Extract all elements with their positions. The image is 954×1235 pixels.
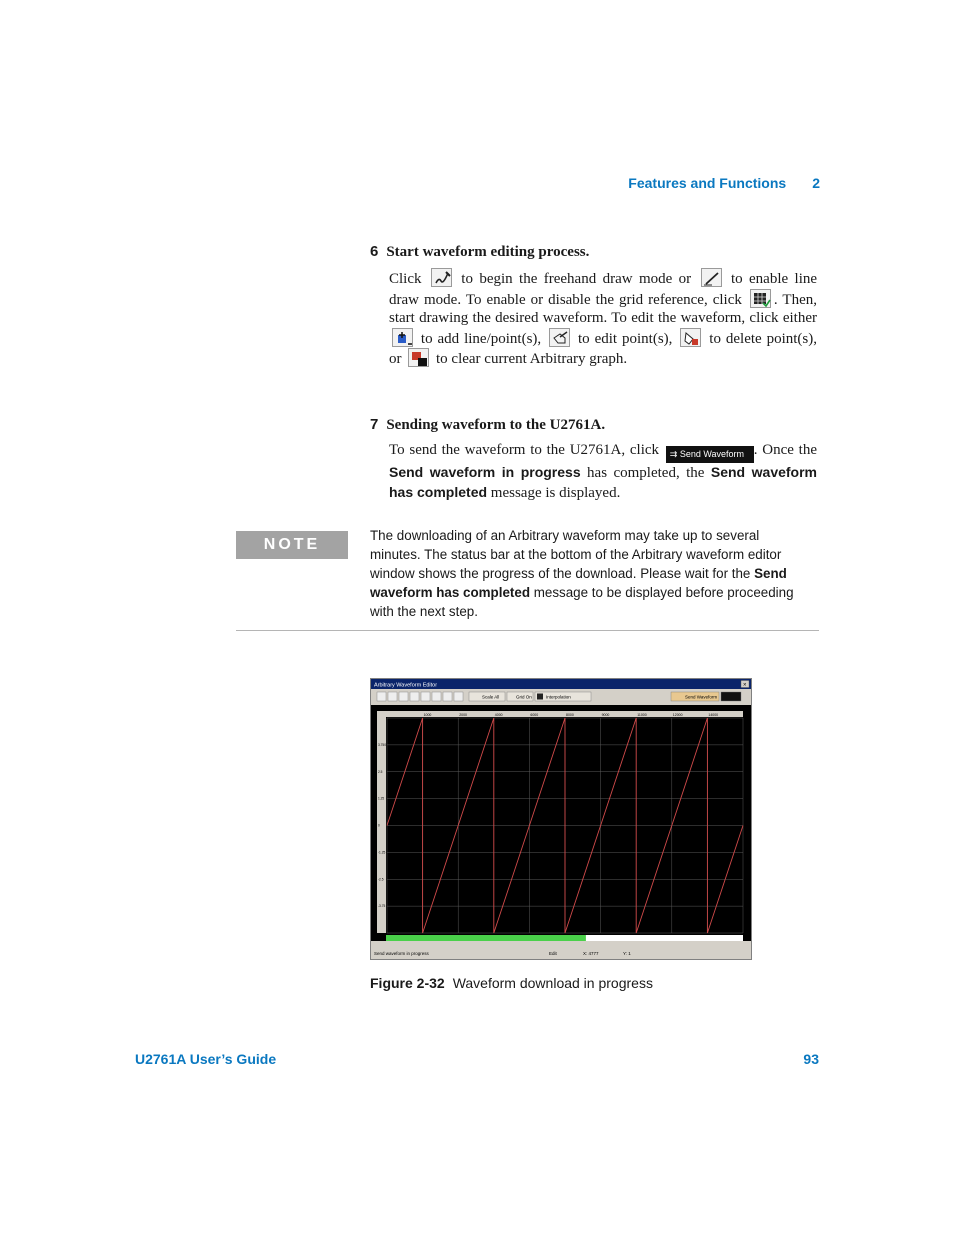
y-tick-label: 3.750 [378, 742, 386, 747]
y-tick-label: -1.25 [378, 850, 386, 855]
add-point-tool-icon[interactable] [421, 692, 430, 701]
note-text [370, 526, 810, 621]
ui-message: Send waveform has completed [370, 566, 787, 600]
footer-guide-title: U2761A User’s Guide [135, 1051, 277, 1067]
step-title: Sending waveform to the U2761A. [386, 417, 606, 433]
text: The downloading of an Arbitrary waveform may take up to several minutes. The status bar at the bottom of the Arbitrary waveform editor window shows the progress of the download. Please wait for the [370, 528, 782, 581]
status-x: X: 4777 [583, 951, 599, 956]
y-tick-label: 2.5 [378, 769, 383, 774]
line-draw-icon[interactable] [701, 268, 722, 287]
text: Once the [762, 442, 817, 458]
note-label: NOTE [236, 531, 348, 559]
x-tick-label: 14000 [708, 713, 719, 717]
delete-point-icon[interactable] [680, 328, 701, 347]
text: to begin the freehand draw mode or [461, 271, 692, 287]
freehand-tool-icon[interactable] [399, 692, 408, 701]
add-point-icon[interactable] [392, 328, 413, 347]
open-file-icon[interactable] [377, 692, 386, 701]
text: message to be displayed before proceeding with the next step. [370, 585, 794, 619]
grid-on-label: Grid On [516, 694, 532, 700]
editor-window [371, 679, 751, 959]
status-message: Send waveform in progress [374, 951, 429, 956]
x-ruler [377, 711, 743, 717]
progress-bar [386, 935, 586, 941]
waveform-editor-screenshot [370, 678, 752, 960]
close-icon: × [743, 682, 747, 689]
waveform-preview-icon [721, 692, 741, 701]
running-header [628, 175, 820, 191]
delete-point-tool-icon[interactable] [443, 692, 452, 701]
step-7-body [389, 441, 817, 502]
text: to edit point(s), [578, 330, 673, 347]
y-tick-label: 0 [378, 823, 380, 828]
status-mode: Edit [549, 951, 557, 956]
step-6-heading [370, 243, 589, 261]
step-title: Start waveform editing process. [386, 244, 590, 260]
step-number: 6 [370, 243, 379, 260]
clear-tool-icon[interactable] [454, 692, 463, 701]
status-y: Y: 1 [623, 951, 631, 956]
text: to enable line draw mode. To enable or disable the grid reference, click [389, 271, 818, 308]
section-title: Features and Functions [628, 175, 787, 191]
text: to clear current Arbitrary graph. [436, 351, 628, 368]
send-icon: ⇉ [669, 449, 680, 459]
figure-caption [370, 975, 653, 991]
text: message is displayed. [490, 484, 621, 501]
edit-point-tool-icon[interactable] [432, 692, 441, 701]
text: To send the waveform to the U2761A, click [389, 442, 660, 458]
text: has completed, the [587, 465, 705, 481]
edit-point-icon[interactable] [549, 328, 570, 347]
step-6-body [389, 268, 817, 369]
figure-label: Figure 2-32 [370, 975, 445, 991]
text: . Then, start drawing the desired waveform. To edit the waveform, click either [389, 291, 817, 327]
chapter-number: 2 [812, 175, 820, 191]
text: to add line/point(s), [420, 330, 542, 347]
y-tick-label: -2.5 [378, 877, 384, 882]
scale-all-label: Scale All [482, 694, 500, 700]
divider [236, 630, 819, 631]
save-file-icon[interactable] [388, 692, 397, 701]
window-title: Arbitrary Waveform Editor [374, 682, 438, 689]
interpolation-icon [537, 694, 543, 700]
button-label: Send Waveform [679, 449, 745, 459]
send-waveform-button[interactable] [666, 446, 754, 463]
send-waveform-label: Send Waveform [685, 694, 718, 700]
page-number: 93 [803, 1051, 819, 1067]
line-tool-icon[interactable] [410, 692, 419, 701]
x-tick-label: 8000 [566, 713, 574, 717]
y-tick-label: -3.75 [378, 904, 386, 909]
clear-graph-icon[interactable] [408, 348, 429, 367]
grid-toggle-icon[interactable] [750, 289, 771, 308]
interpolation-label: Interpolation [546, 694, 571, 700]
x-tick-label: 11000 [637, 713, 647, 717]
step-7-heading [370, 416, 605, 434]
text: Click [389, 271, 422, 287]
x-tick-label: 4000 [494, 713, 503, 717]
step-number: 7 [370, 416, 379, 433]
x-tick-label: 2000 [459, 713, 467, 717]
x-tick-label: 12000 [672, 713, 683, 717]
plot-frame [371, 705, 751, 941]
x-tick-label: 6000 [530, 713, 539, 717]
text: to delete point(s), or [389, 330, 818, 368]
freehand-draw-icon[interactable] [431, 268, 452, 287]
x-tick-label: 1000 [423, 713, 432, 717]
ui-message: Send waveform in progress [389, 464, 581, 480]
text: . [753, 442, 758, 458]
y-tick-label: 1.25 [378, 796, 385, 801]
ui-message: Send waveform has completed [389, 464, 818, 500]
figure-caption-text: Waveform download in progress [452, 975, 653, 991]
x-tick-label: 9000 [601, 713, 610, 717]
